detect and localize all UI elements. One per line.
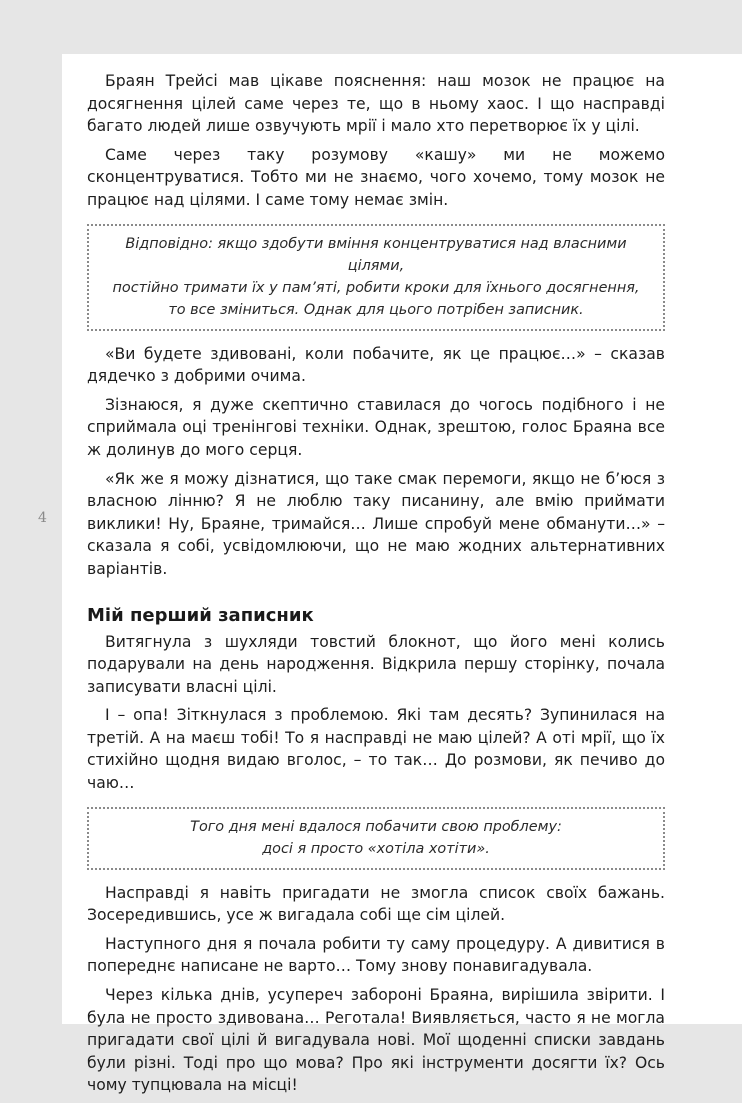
paragraph: Наступного дня я почала робити ту саму процедуру. А дивитися в попереднє написане не варто… Тому знову понавигадувала. bbox=[87, 934, 665, 976]
section-heading: Мій перший записник bbox=[87, 604, 314, 626]
callout-line: то все зміниться. Однак для цього потрібен записник. bbox=[168, 301, 584, 318]
paragraph: І – опа! Зіткнулася з проблемою. Які там десять? Зупинилася на третій. А на маєш тобі! То я насправді не маю цілей? А оті мрії, що їх стихійно щодня видаю вголос, – то так… До розмови, як печиво до чаю… bbox=[87, 706, 665, 793]
paragraph: Саме через таку розумову «кашу» ми не можемо сконцентруватися. Тобто ми не знаємо, чого хочемо, тому мозок не працює над цілями. І саме тому немає змін. bbox=[87, 145, 665, 209]
callout-line: постійно тримати їх у пам’яті, робити кроки для їхнього досягнення, bbox=[112, 279, 640, 296]
page-content bbox=[87, 70, 665, 1103]
page-number: 4 bbox=[38, 510, 47, 526]
paragraph: Зізнаюся, я дуже скептично ставилася до чогось подібного і не сприймала оці тренінгові техніки. Однак, зрештою, голос Браяна все ж долинув до мого серця. bbox=[87, 395, 665, 459]
callout-line: Відповідно: якщо здобути вміння концентруватися над власними цілями, bbox=[125, 235, 627, 274]
callout-line: досі я просто «хотіла хотіти». bbox=[262, 840, 490, 857]
paragraph: «Ви будете здивовані, коли побачите, як це працює…» – сказав дядечко з добрими очима. bbox=[87, 344, 665, 386]
callout-box bbox=[87, 807, 665, 870]
paragraph: Насправді я навіть пригадати не змогла список своїх бажань. Зосередившись, усе ж вигадала собі ще сім цілей. bbox=[87, 883, 665, 925]
callout-line: Того дня мені вдалося побачити свою проблему: bbox=[190, 818, 562, 835]
paragraph: Через кілька днів, усупереч забороні Браяна, вирішила звірити. І була не просто здивована… Реготала! Виявляється, часто я не могла пригадати свої цілі й вигадувала нові. Мої щоденні списки завдань були різні. Тоді про що мова? Про які інструменти досягти їх? Ось чому тупцювала на місці! bbox=[87, 986, 665, 1095]
paragraph: «Як же я можу дізнатися, що таке смак перемоги, якщо не б’юся з власною лінню? Я не люблю таку писанину, але вмію приймати виклики! Ну, Браяне, тримайся… Лише спробуй мене обманути…» – сказала я собі, усвідомлюючи, що не маю жодних альтернативних варіантів. bbox=[87, 469, 665, 578]
callout-box bbox=[87, 224, 665, 331]
paragraph: Браян Трейсі мав цікаве пояснення: наш мозок не працює на досягнення цілей саме через те, що в ньому хаос. І що насправді багато людей лише озвучують мрії і мало хто перетворює їх у цілі. bbox=[87, 72, 665, 136]
paragraph: Витягнула з шухляди товстий блокнот, що його мені колись подарували на день народження. Відкрила першу сторінку, почала записувати власні цілі. bbox=[87, 632, 665, 696]
